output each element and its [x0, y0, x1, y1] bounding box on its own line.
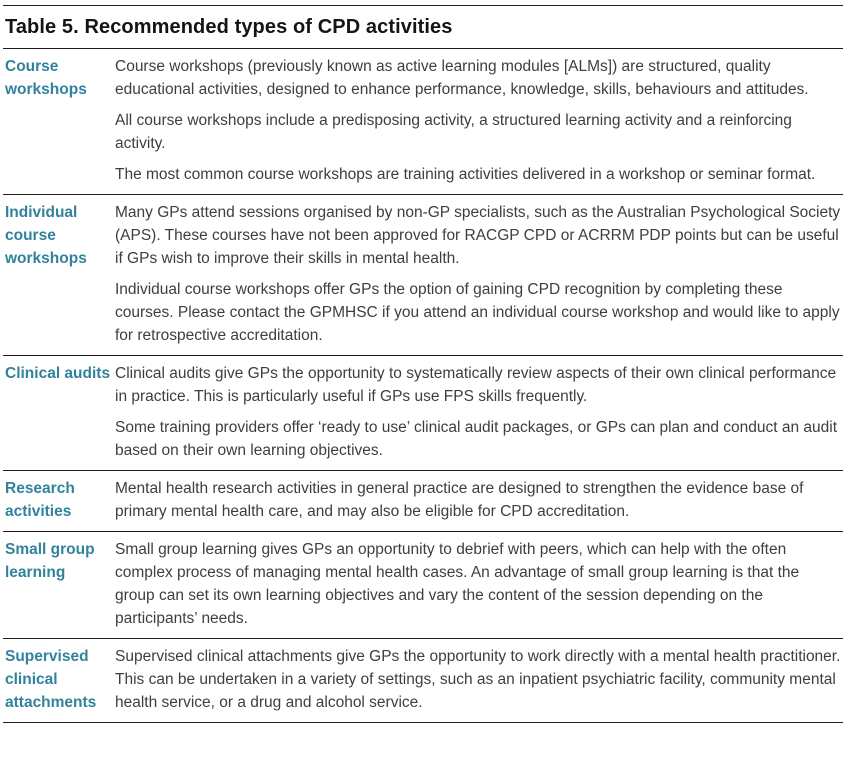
row-body: [115, 537, 843, 630]
table-row: [3, 531, 843, 638]
row-header: Small group learning: [5, 541, 95, 581]
row-paragraph: Course workshops (previously known as active learning modules [ALMs]) are structured, quality educational activities, designed to enhance performance, knowledge, skills, behaviours and attitudes.: [115, 58, 809, 98]
row-header: Supervised clinical attachments: [5, 648, 97, 711]
row-paragraph: Some training providers offer ‘ready to use’ clinical audit packages, or GPs can plan and conduct an audit based on their own learning objectives.: [115, 419, 838, 459]
table-row: [3, 355, 843, 470]
table-row: [3, 638, 843, 722]
table-row: [3, 49, 843, 194]
row-body: [115, 54, 843, 186]
row-header: Course workshops: [5, 58, 87, 98]
table-row: [3, 194, 843, 355]
row-body: [115, 644, 843, 714]
row-header: Research activities: [5, 480, 75, 520]
row-header: Clinical audits: [5, 365, 111, 382]
table-rows: [3, 49, 843, 722]
table-title: Table 5. Recommended types of CPD activities: [3, 6, 843, 49]
row-paragraph: Small group learning gives GPs an opportunity to debrief with peers, which can help with the often complex process of managing mental health cases. An advantage of small group learning is that the group can set its own learning objectives and vary the content of the session depending on the participants’ needs.: [115, 541, 800, 627]
table-row: [3, 470, 843, 531]
row-paragraph: Supervised clinical attachments give GPs the opportunity to work directly with a mental health practitioner. This can be undertaken in a variety of settings, such as an inpatient psychiatric facility, community mental health service, or a drug and alcohol service.: [115, 648, 841, 711]
row-paragraph: All course workshops include a predisposing activity, a structured learning activity and a reinforcing activity.: [115, 112, 792, 152]
row-paragraph: Many GPs attend sessions organised by non-GP specialists, such as the Australian Psychological Society (APS). These courses have not been approved for RACGP CPD or ACRRM PDP points but can be useful if GPs wish to improve their skills in mental health.: [115, 204, 841, 267]
row-body: [115, 200, 843, 347]
row-paragraph: Mental health research activities in general practice are designed to strengthen the evidence base of primary mental health care, and may also be eligible for CPD accreditation.: [115, 480, 804, 520]
row-body: [115, 476, 843, 523]
row-paragraph: The most common course workshops are training activities delivered in a workshop or seminar format.: [115, 166, 816, 183]
cpd-activities-table: [3, 5, 843, 723]
row-paragraph: Clinical audits give GPs the opportunity to systematically review aspects of their own clinical performance in practice. This is particularly useful if GPs use FPS skills frequently.: [115, 365, 837, 405]
row-body: [115, 361, 843, 462]
row-header: Individual course workshops: [5, 204, 87, 267]
row-paragraph: Individual course workshops offer GPs the option of gaining CPD recognition by completing these courses. Please contact the GPMHSC if you attend an individual course workshop and would like to apply for retrospective accreditation.: [115, 281, 840, 344]
